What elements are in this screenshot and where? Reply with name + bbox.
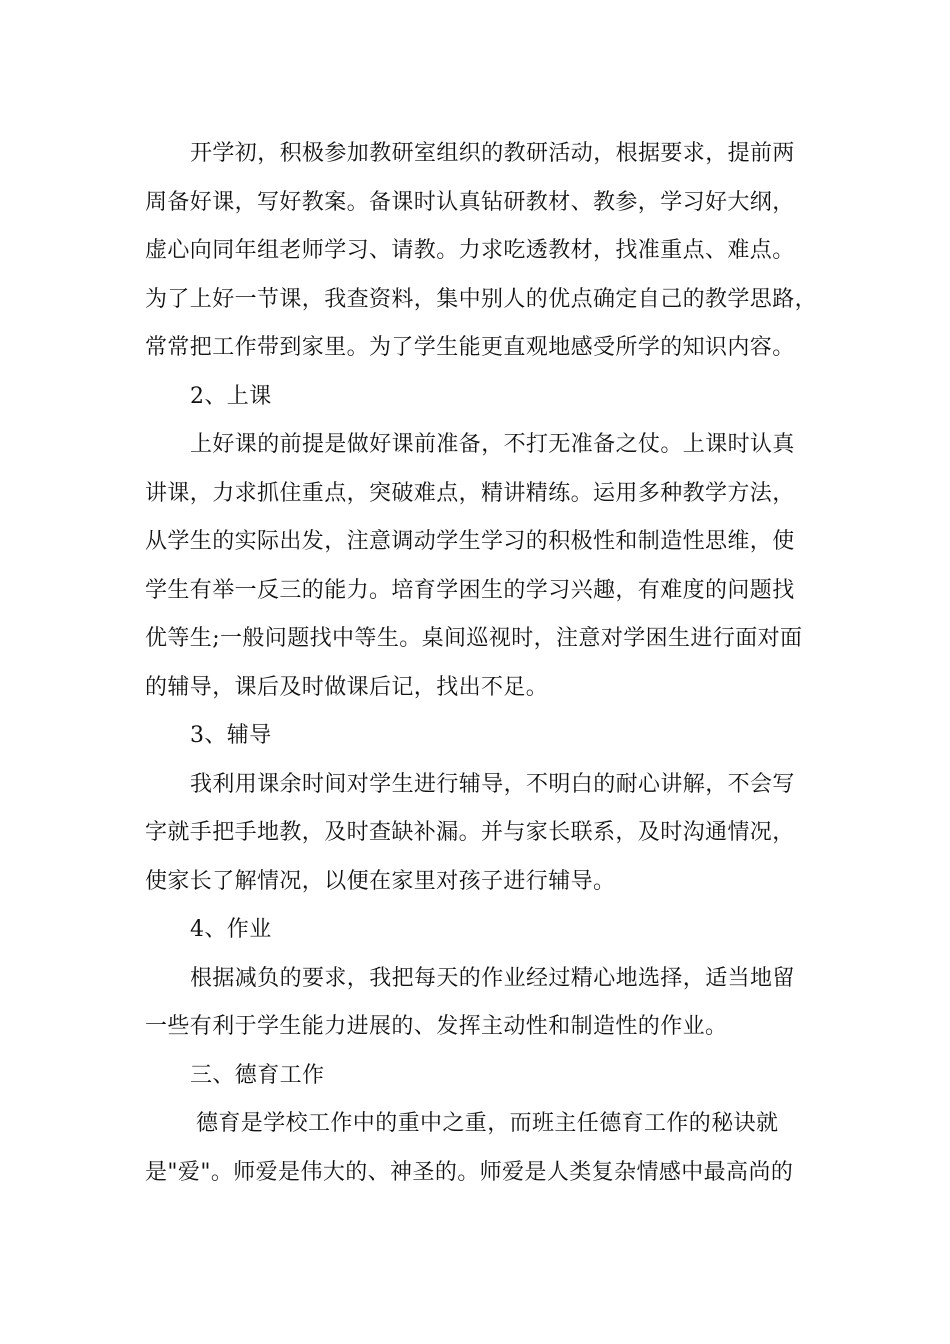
- paragraph-line: 上好课的前提是做好课前准备，不打无准备之仗。上课时认真: [190, 432, 795, 457]
- document-body: [145, 130, 818, 1197]
- paragraph-line: 根据减负的要求，我把每天的作业经过精心地选择，适当地留: [190, 965, 795, 991]
- section-heading-homework: 4、作业: [190, 917, 272, 942]
- paragraph-line: 周备好课，写好教案。备课时认真钻研教材、教参，学习好大纲，: [145, 189, 795, 215]
- paragraph-line: 开学初，积极参加教研室组织的教研活动，根据要求，提前两: [190, 141, 795, 166]
- paragraph-line: 是"爱"。师爱是伟大的、神圣的。师爱是人类复杂情感中最高尚的: [145, 1159, 794, 1185]
- paragraph-line: 使家长了解情况，以便在家里对孩子进行辅导。: [145, 868, 616, 894]
- paragraph-line: 常常把工作带到家里。为了学生能更直观地感受所学的知识内容。: [145, 335, 795, 360]
- paragraph-line: 我利用课余时间对学生进行辅导，不明白的耐心讲解，不会写: [190, 771, 795, 797]
- section-heading-class: 2、上课: [190, 383, 272, 409]
- paragraph-line: 讲课，力求抓住重点，突破难点，精讲精练。运用多种教学方法，: [145, 480, 795, 506]
- paragraph-line: 虚心向同年组老师学习、请教。力求吃透教材，找准重点、难点。: [145, 238, 795, 263]
- paragraph-line: 从学生的实际出发，注意调动学生学习的积极性和制造性思维，使: [145, 529, 795, 554]
- paragraph-line: 一些有利于学生能力进展的、发挥主动性和制造性的作业。: [145, 1014, 728, 1039]
- paragraph-line: 字就手把手地教，及时查缺补漏。并与家长联系，及时沟通情况，: [145, 820, 795, 845]
- paragraph-line: 为了上好一节课，我查资料，集中别人的优点确定自己的教学思路，: [145, 286, 818, 312]
- paragraph-line: 学生有举一反三的能力。培育学困生的学习兴趣，有难度的问题找: [145, 577, 795, 603]
- paragraph-line: 的辅导，课后及时做课后记，找出不足。: [145, 674, 549, 700]
- section-heading-tutoring: 3、辅导: [190, 723, 272, 748]
- paragraph-line: 优等生;一般问题找中等生。桌间巡视时，注意对学困生进行面对面: [145, 626, 803, 651]
- section-heading-moral-education: 三、德育工作: [190, 1062, 325, 1088]
- paragraph-line: 德育是学校工作中的重中之重，而班主任德育工作的秘诀就: [196, 1111, 779, 1136]
